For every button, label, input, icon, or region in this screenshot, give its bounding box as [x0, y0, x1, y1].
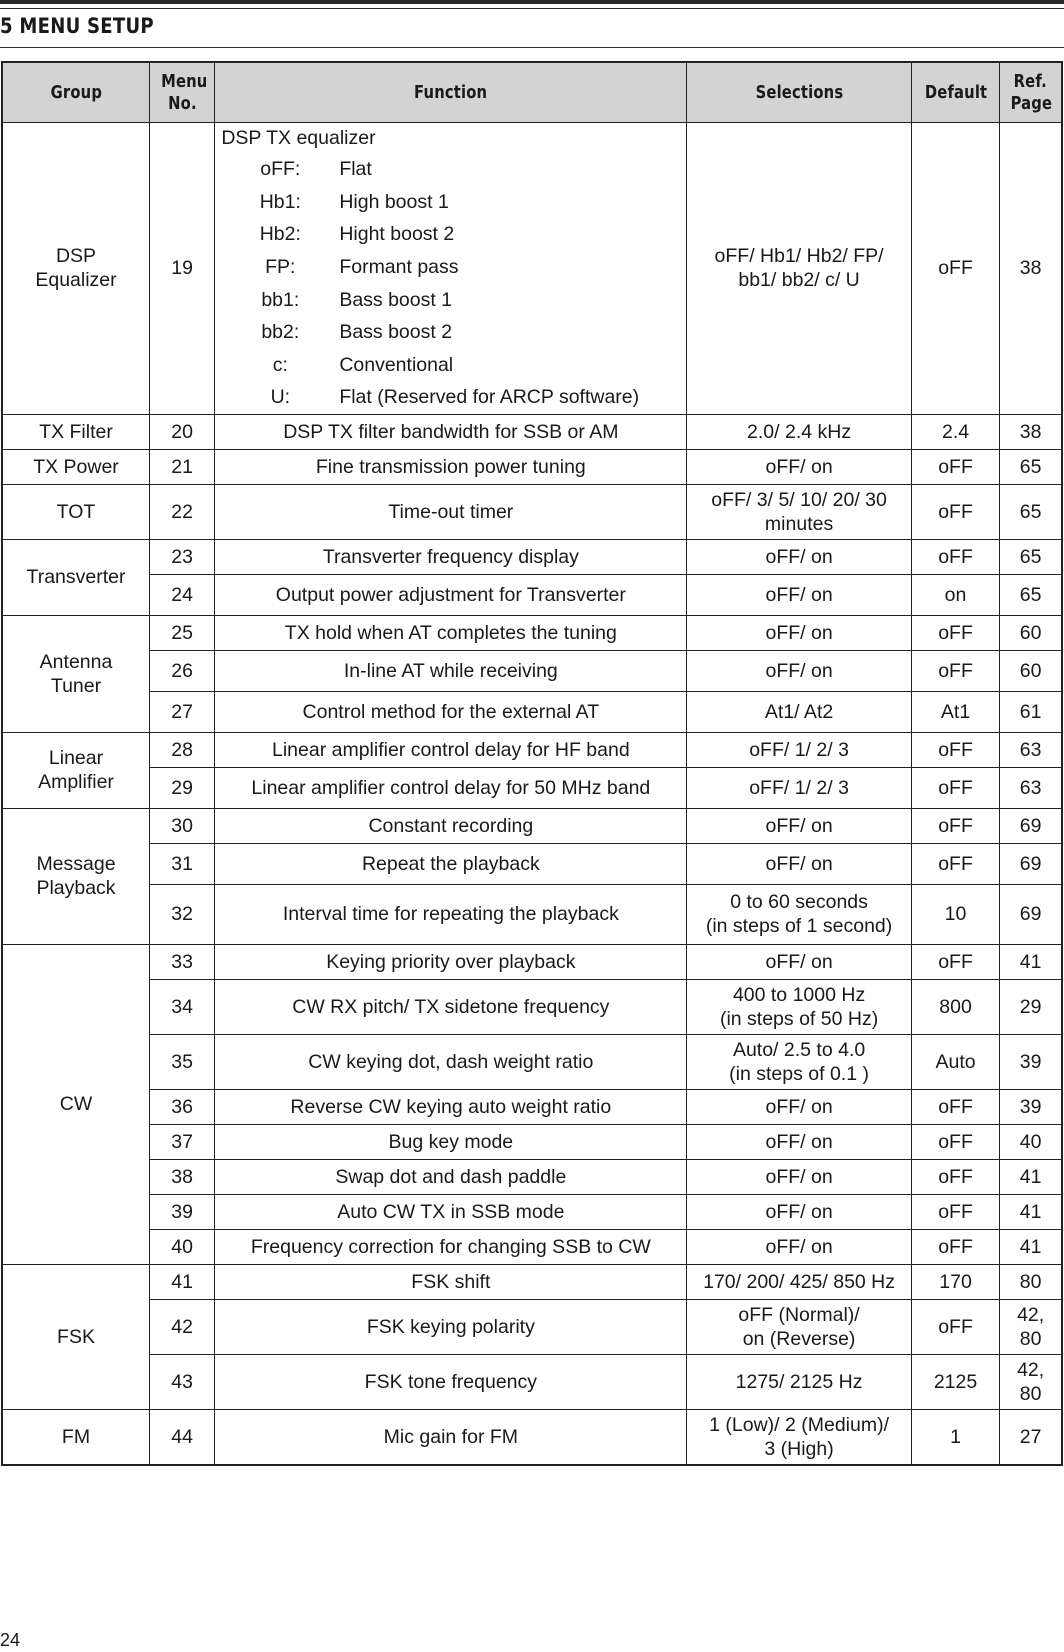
ref-page-cell: 41 [1000, 1194, 1062, 1229]
default-cell: oFF [911, 123, 1000, 415]
group-cell: Linear Amplifier [2, 732, 150, 808]
default-cell: oFF [911, 539, 1000, 574]
ref-page-cell: 29 [1000, 979, 1062, 1034]
menu-no-cell: 36 [150, 1089, 215, 1124]
table-row [2, 1159, 1062, 1194]
ref-page-cell: 65 [1000, 539, 1062, 574]
function-cell: Mic gain for FM [215, 1409, 687, 1465]
default-cell: oFF [911, 843, 1000, 884]
header-group: Group [2, 62, 150, 123]
selections-cell: oFF/ on [687, 944, 911, 979]
menu-no-cell: 41 [150, 1264, 215, 1299]
table-row [2, 1409, 1062, 1465]
selections-cell: oFF/ on [687, 650, 911, 691]
ref-page-cell: 61 [1000, 691, 1062, 732]
menu-no-cell: 30 [150, 808, 215, 843]
ref-page-cell: 39 [1000, 1089, 1062, 1124]
default-cell: oFF [911, 732, 1000, 767]
function-cell: Fine transmission power tuning [215, 449, 687, 484]
function-cell: Linear amplifier control delay for HF band [215, 732, 687, 767]
function-cell: FSK keying polarity [215, 1299, 687, 1354]
function-cell: Keying priority over playback [215, 944, 687, 979]
menu-no-cell: 44 [150, 1409, 215, 1465]
selections-cell: 1275/ 2125 Hz [687, 1354, 911, 1409]
menu-no-cell: 31 [150, 843, 215, 884]
function-cell [215, 123, 687, 415]
selections-cell: oFF/ on [687, 1089, 911, 1124]
ref-page-cell: 65 [1000, 484, 1062, 539]
default-cell: oFF [911, 449, 1000, 484]
ref-page-cell: 41 [1000, 1159, 1062, 1194]
table-row [2, 414, 1062, 449]
menu-no-cell: 33 [150, 944, 215, 979]
header-default: Default [911, 62, 1000, 123]
table-row [2, 615, 1062, 650]
table-row [2, 1299, 1062, 1354]
table-row [2, 808, 1062, 843]
table-row [2, 574, 1062, 615]
ref-page-cell: 69 [1000, 884, 1062, 944]
ref-page-cell: 42, 80 [1000, 1354, 1062, 1409]
header-menu-no: Menu No. [150, 62, 215, 123]
table-row [2, 650, 1062, 691]
table-row [2, 1194, 1062, 1229]
eq-item: Hb2: Hight boost 2 [259, 223, 455, 246]
menu-no-cell: 23 [150, 539, 215, 574]
table-row [2, 123, 1062, 415]
table-row [2, 1354, 1062, 1409]
group-cell: CW [2, 944, 150, 1264]
header-ref-page: Ref. Page [1000, 62, 1062, 123]
default-cell: oFF [911, 650, 1000, 691]
group-cell: TX Filter [2, 414, 150, 449]
default-cell: 10 [911, 884, 1000, 944]
menu-no-cell: 21 [150, 449, 215, 484]
table-row [2, 539, 1062, 574]
function-cell: Repeat the playback [215, 843, 687, 884]
default-cell: At1 [911, 691, 1000, 732]
function-cell: TX hold when AT completes the tuning [215, 615, 687, 650]
ref-page-cell: 41 [1000, 944, 1062, 979]
group-cell: Transverter [2, 539, 150, 615]
ref-page-cell: 80 [1000, 1264, 1062, 1299]
title-rule [0, 47, 1064, 48]
group-cell: Message Playback [2, 808, 150, 944]
selections-cell: oFF/ on [687, 539, 911, 574]
selections-cell: Auto/ 2.5 to 4.0 (in steps of 0.1 ) [687, 1034, 911, 1089]
default-cell: oFF [911, 615, 1000, 650]
selections-cell: 1 (Low)/ 2 (Medium)/ 3 (High) [687, 1409, 911, 1465]
default-cell: oFF [911, 1159, 1000, 1194]
eq-title: DSP TX equalizer [221, 127, 376, 149]
eq-item: bb1: Bass boost 1 [261, 288, 453, 311]
group-cell: FM [2, 1409, 150, 1465]
default-cell: 2.4 [911, 414, 1000, 449]
ref-page-cell: 38 [1000, 123, 1062, 415]
table-row [2, 449, 1062, 484]
default-cell: oFF [911, 1299, 1000, 1354]
function-cell: CW RX pitch/ TX sidetone frequency [215, 979, 687, 1034]
table-row [2, 1034, 1062, 1089]
ref-page-cell: 63 [1000, 767, 1062, 808]
selections-cell: 170/ 200/ 425/ 850 Hz [687, 1264, 911, 1299]
group-cell: TX Power [2, 449, 150, 484]
selections-cell: oFF/ on [687, 574, 911, 615]
top-rule [0, 0, 1064, 4]
ref-page-cell: 39 [1000, 1034, 1062, 1089]
group-cell: DSP Equalizer [2, 123, 150, 415]
function-cell: Frequency correction for changing SSB to CW [215, 1229, 687, 1264]
selections-cell: oFF/ on [687, 808, 911, 843]
table-row [2, 1124, 1062, 1159]
menu-no-cell: 29 [150, 767, 215, 808]
table-row [2, 884, 1062, 944]
selections-cell: oFF/ on [687, 1159, 911, 1194]
group-cell: FSK [2, 1264, 150, 1409]
selections-cell: At1/ At2 [687, 691, 911, 732]
table-row [2, 732, 1062, 767]
function-cell: Linear amplifier control delay for 50 MHz band [215, 767, 687, 808]
menu-no-cell: 27 [150, 691, 215, 732]
menu-no-cell: 25 [150, 615, 215, 650]
menu-no-cell: 22 [150, 484, 215, 539]
ref-page-cell: 42, 80 [1000, 1299, 1062, 1354]
ref-page-cell: 63 [1000, 732, 1062, 767]
menu-no-cell: 34 [150, 979, 215, 1034]
menu-no-cell: 32 [150, 884, 215, 944]
ref-page-cell: 41 [1000, 1229, 1062, 1264]
table-row [2, 979, 1062, 1034]
selections-cell: oFF/ on [687, 1229, 911, 1264]
function-cell: CW keying dot, dash weight ratio [215, 1034, 687, 1089]
default-cell: oFF [911, 1089, 1000, 1124]
table-row [2, 691, 1062, 732]
function-cell: Reverse CW keying auto weight ratio [215, 1089, 687, 1124]
eq-item: c: Conventional [272, 353, 454, 376]
default-cell: 1 [911, 1409, 1000, 1465]
menu-no-cell: 37 [150, 1124, 215, 1159]
eq-item: bb2: Bass boost 2 [261, 321, 453, 344]
function-cell: In-line AT while receiving [215, 650, 687, 691]
table-row [2, 767, 1062, 808]
function-cell: Constant recording [215, 808, 687, 843]
ref-page-cell: 40 [1000, 1124, 1062, 1159]
function-cell: Bug key mode [215, 1124, 687, 1159]
default-cell: 170 [911, 1264, 1000, 1299]
function-cell: FSK tone frequency [215, 1354, 687, 1409]
group-cell: Antenna Tuner [2, 615, 150, 732]
default-cell: oFF [911, 808, 1000, 843]
menu-no-cell: 24 [150, 574, 215, 615]
table-row [2, 484, 1062, 539]
table-row [2, 1089, 1062, 1124]
eq-item: U: Flat (Reserved for ARCP software) [270, 386, 640, 409]
default-cell: oFF [911, 944, 1000, 979]
selections-cell: oFF/ on [687, 1124, 911, 1159]
function-cell: Control method for the external AT [215, 691, 687, 732]
menu-setup-table [1, 61, 1063, 1466]
ref-page-cell: 38 [1000, 414, 1062, 449]
selections-cell: oFF/ on [687, 1194, 911, 1229]
ref-page-cell: 69 [1000, 843, 1062, 884]
table-row [2, 944, 1062, 979]
function-cell: Auto CW TX in SSB mode [215, 1194, 687, 1229]
menu-no-cell: 39 [150, 1194, 215, 1229]
selections-cell: oFF/ 1/ 2/ 3 [687, 732, 911, 767]
selections-cell: oFF/ Hb1/ Hb2/ FP/ bb1/ bb2/ c/ U [687, 123, 911, 415]
selections-cell: 2.0/ 2.4 kHz [687, 414, 911, 449]
function-cell: Interval time for repeating the playback [215, 884, 687, 944]
selections-cell: oFF/ on [687, 449, 911, 484]
default-cell: 2125 [911, 1354, 1000, 1409]
menu-no-cell: 19 [150, 123, 215, 415]
default-cell: oFF [911, 1194, 1000, 1229]
default-cell: on [911, 574, 1000, 615]
header-function: Function [215, 62, 687, 123]
menu-no-cell: 38 [150, 1159, 215, 1194]
page-number: 24 [0, 1630, 21, 1650]
ref-page-cell: 69 [1000, 808, 1062, 843]
table-row [2, 1229, 1062, 1264]
header-row [2, 62, 1062, 123]
menu-no-cell: 42 [150, 1299, 215, 1354]
function-cell: Transverter frequency display [215, 539, 687, 574]
menu-no-cell: 43 [150, 1354, 215, 1409]
selections-cell: oFF/ 3/ 5/ 10/ 20/ 30 minutes [687, 484, 911, 539]
default-cell: 800 [911, 979, 1000, 1034]
default-cell: oFF [911, 767, 1000, 808]
section-title: 5 MENU SETUP [0, 14, 154, 38]
function-cell: DSP TX filter bandwidth for SSB or AM [215, 414, 687, 449]
menu-no-cell: 28 [150, 732, 215, 767]
selections-cell: oFF/ 1/ 2/ 3 [687, 767, 911, 808]
selections-cell: oFF/ on [687, 615, 911, 650]
ref-page-cell: 60 [1000, 650, 1062, 691]
ref-page-cell: 65 [1000, 574, 1062, 615]
selections-cell: oFF/ on [687, 843, 911, 884]
menu-no-cell: 20 [150, 414, 215, 449]
default-cell: Auto [911, 1034, 1000, 1089]
ref-page-cell: 65 [1000, 449, 1062, 484]
table-row [2, 843, 1062, 884]
default-cell: oFF [911, 1124, 1000, 1159]
ref-page-cell: 60 [1000, 615, 1062, 650]
function-cell: FSK shift [215, 1264, 687, 1299]
eq-item: Hb1: High boost 1 [259, 190, 449, 213]
menu-no-cell: 40 [150, 1229, 215, 1264]
ref-page-cell: 27 [1000, 1409, 1062, 1465]
selections-cell: 400 to 1000 Hz (in steps of 50 Hz) [687, 979, 911, 1034]
function-cell: Time-out timer [215, 484, 687, 539]
header-selections: Selections [687, 62, 911, 123]
eq-item: oFF: Flat [260, 158, 372, 181]
selections-cell: 0 to 60 seconds (in steps of 1 second) [687, 884, 911, 944]
function-cell: Swap dot and dash paddle [215, 1159, 687, 1194]
eq-item: FP: Formant pass [265, 256, 459, 279]
table-row [2, 1264, 1062, 1299]
top-rule-thin [0, 8, 1064, 9]
selections-cell: oFF (Normal)/ on (Reverse) [687, 1299, 911, 1354]
menu-no-cell: 26 [150, 650, 215, 691]
default-cell: oFF [911, 1229, 1000, 1264]
function-cell: Output power adjustment for Transverter [215, 574, 687, 615]
group-cell: TOT [2, 484, 150, 539]
menu-no-cell: 35 [150, 1034, 215, 1089]
default-cell: oFF [911, 484, 1000, 539]
